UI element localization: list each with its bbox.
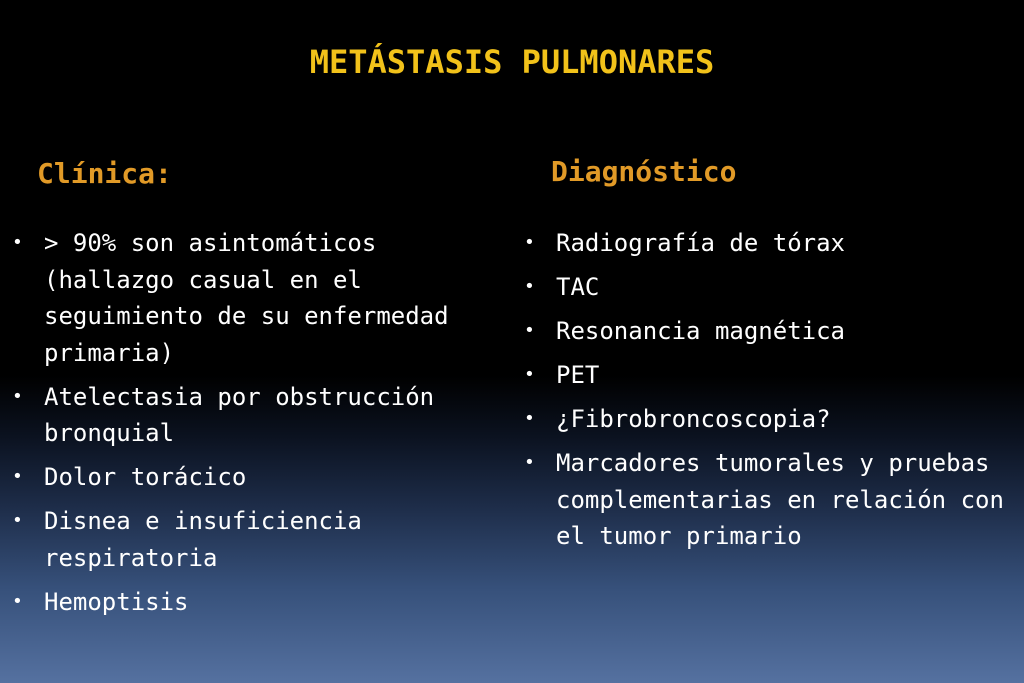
- clinica-item-text: > 90% son asintomáticos (hallazgo casual en el seguimiento de su enfermedad primaria): [44, 229, 449, 367]
- bullet-icon: •: [12, 466, 23, 487]
- diagnostico-item-text: Marcadores tumorales y pruebas complementarias en relación con el tumor primario: [556, 449, 1004, 550]
- bullet-icon: •: [524, 232, 535, 253]
- diagnostico-list-item: [524, 401, 1016, 438]
- diagnostico-list-item: [524, 313, 1016, 350]
- clinica-list-item: [12, 379, 512, 452]
- clinica-list-item: [12, 459, 512, 496]
- diagnostico-list-item: [524, 269, 1016, 306]
- bullet-icon: •: [524, 364, 535, 385]
- bullet-icon: •: [12, 510, 23, 531]
- clinica-item-text: Hemoptisis: [44, 587, 189, 616]
- diagnostico-list-item: [524, 225, 1016, 262]
- diagnostico-item-text: Resonancia magnética: [556, 317, 845, 345]
- bullet-icon: •: [12, 590, 23, 612]
- clinica-list-item: [12, 584, 512, 621]
- bullet-icon: •: [12, 385, 23, 407]
- clinica-list-item: [12, 503, 512, 576]
- clinica-list-item: [12, 225, 512, 371]
- diagnostico-item-text: Radiografía de tórax: [556, 229, 845, 257]
- diagnostico-item-text: ¿Fibrobroncoscopia?: [556, 405, 831, 433]
- slide-title: METÁSTASIS PULMONARES: [309, 43, 715, 81]
- diagnostico-item-text: PET: [556, 361, 600, 389]
- bullet-icon: •: [524, 320, 535, 341]
- clinica-item-text: Disnea e insuficiencia respiratoria: [44, 507, 362, 572]
- clinica-heading: Clínica:: [37, 157, 172, 190]
- diagnostico-list-item: [524, 445, 1016, 555]
- clinica-list: [12, 225, 512, 628]
- diagnostico-list-item: [524, 357, 1016, 394]
- bullet-icon: •: [524, 408, 535, 429]
- bullet-icon: •: [524, 276, 535, 297]
- bullet-icon: •: [12, 232, 23, 253]
- diagnostico-item-text: TAC: [556, 273, 600, 301]
- bullet-icon: •: [524, 452, 535, 473]
- diagnostico-heading: Diagnóstico: [551, 155, 737, 188]
- diagnostico-list: [524, 225, 1016, 562]
- clinica-item-text: Dolor torácico: [44, 463, 247, 491]
- clinica-item-text: Atelectasia por obstrucción bronquial: [44, 382, 435, 447]
